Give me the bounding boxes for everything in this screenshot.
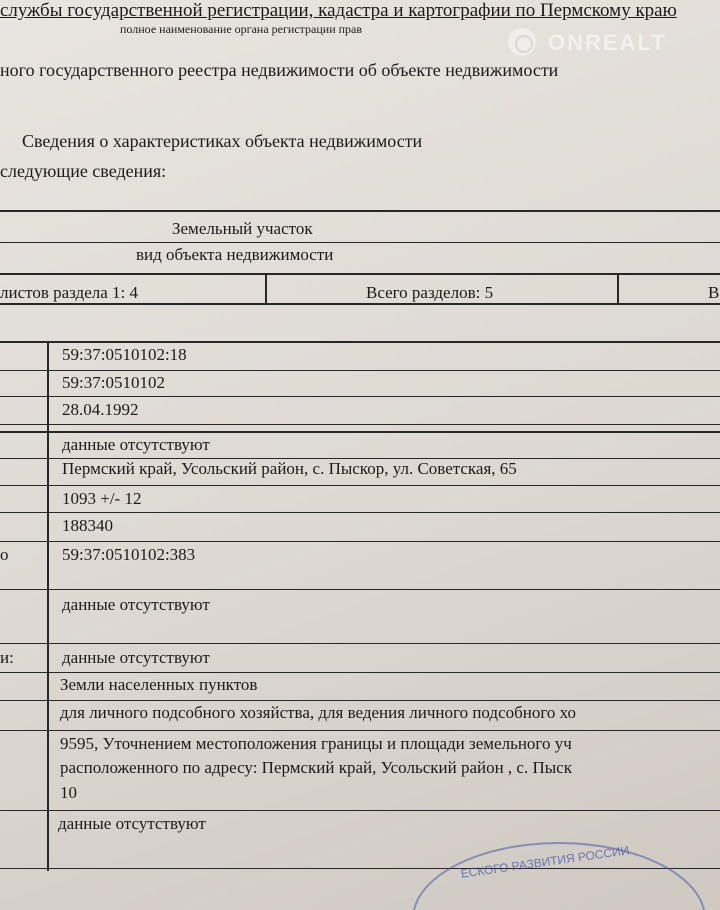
address: Пермский край, Усольский район, с. Пыскор, ул. Советская, 65 (62, 459, 517, 478)
row-divider (0, 643, 720, 644)
row-divider (0, 730, 720, 731)
divider (617, 275, 619, 305)
section-title: Сведения о характеристиках объекта недвижимости (22, 131, 423, 151)
row-divider (0, 700, 720, 701)
row-divider (0, 672, 720, 673)
data-table-top-border (0, 341, 720, 343)
row-left-fragment: о (0, 545, 9, 564)
intro-text: следующие сведения: (0, 161, 167, 181)
watermark-logo-icon (508, 28, 536, 56)
cadastral-value: 188340 (62, 516, 113, 535)
land-category: Земли населенных пунктов (60, 675, 258, 694)
row-divider (0, 485, 720, 486)
divider (0, 303, 720, 305)
survey-info-line1: 9595, Уточнением местоположения границы и площади земельного уч (60, 734, 572, 753)
column-border (47, 431, 49, 871)
row-divider (0, 370, 720, 371)
column-border (47, 341, 49, 435)
object-type: Земельный участок (172, 219, 313, 238)
divider (265, 275, 267, 305)
authority-caption: полное наименование органа регистрации прав (120, 22, 363, 36)
row-divider (0, 396, 720, 397)
previous-number: данные отсутствуют (62, 435, 210, 454)
assignment-date: 28.04.1992 (62, 400, 139, 419)
row-divider (0, 512, 720, 513)
building-cadastral-number: 59:37:0510102:383 (62, 545, 196, 564)
stamp-text: ЕСКОГО РАЗВИТИЯ РОССИИ (459, 843, 631, 881)
row-divider (0, 810, 720, 811)
object-type-caption: вид объекта недвижимости (136, 245, 334, 264)
row-left-fragment: и: (0, 648, 14, 667)
area: 1093 +/- 12 (62, 489, 142, 508)
special-notes: данные отсутствуют (58, 814, 206, 833)
sections-count: Всего разделов: 5 (366, 283, 494, 302)
watermark-text: ONREALT (548, 30, 667, 55)
sheets-count: листов раздела 1: 4 (0, 283, 139, 302)
extra-info: данные отсутствуют (62, 648, 210, 667)
cadastral-quarter: 59:37:0510102 (62, 373, 165, 392)
row-divider (0, 589, 720, 590)
row-divider (0, 424, 720, 425)
registry-authority-line: службы государственной регистрации, кадастра и картографии по Пермскому краю (0, 0, 677, 21)
permitted-use: для личного подсобного хозяйства, для ведения личного подсобного хо (60, 703, 577, 722)
survey-info-line3: 10 (60, 783, 77, 802)
divider (0, 273, 720, 275)
divider (0, 242, 720, 243)
survey-info-line2: расположенного по адресу: Пермский край, Усольский район , с. Пыск (60, 758, 572, 777)
cut-label: В (708, 283, 720, 302)
extract-title: ного государственного реестра недвижимости об объекте недвижимости (0, 60, 559, 80)
row-divider (0, 541, 720, 542)
table-top-border (0, 210, 720, 212)
cadastral-number: 59:37:0510102:18 (62, 345, 187, 364)
row-divider (0, 431, 720, 433)
related-objects: данные отсутствуют (62, 595, 210, 614)
